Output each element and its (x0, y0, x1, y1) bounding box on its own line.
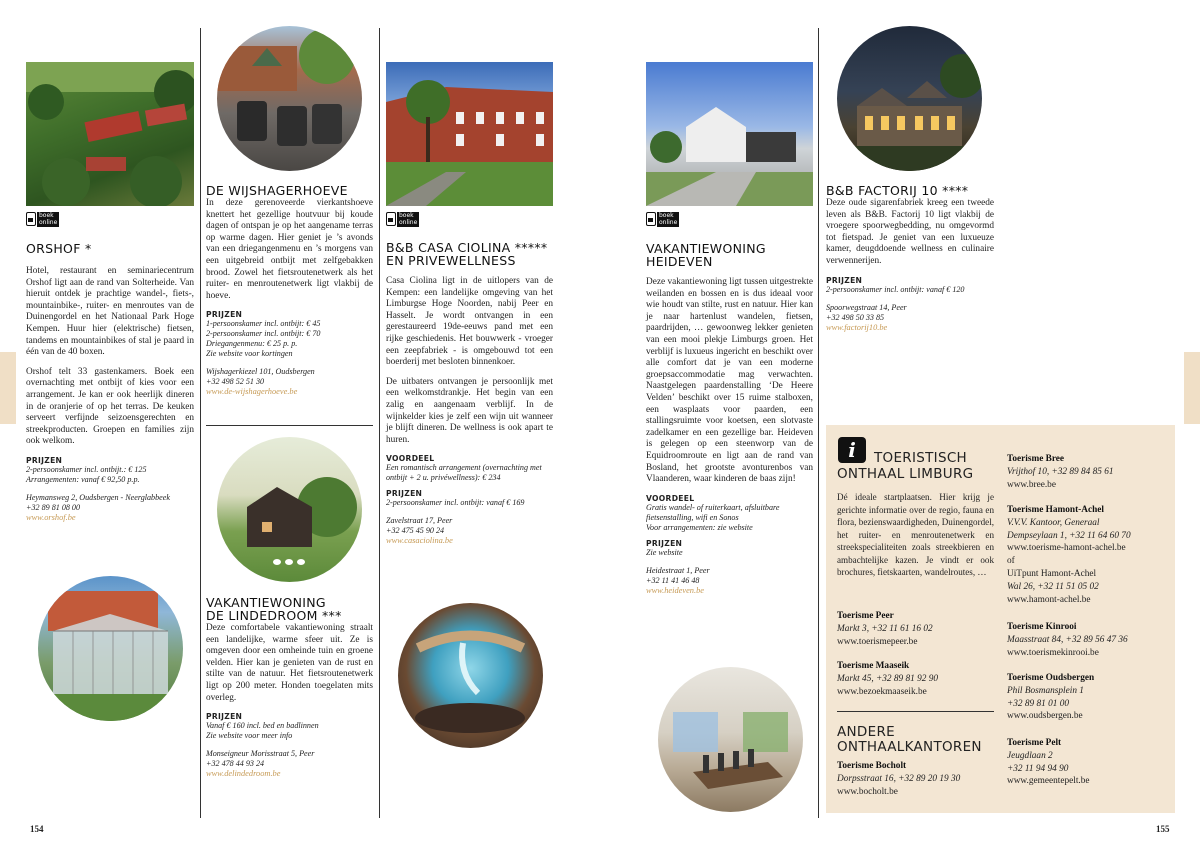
book-online-badge[interactable]: boek online (646, 212, 679, 227)
prices-label: PRIJZEN (826, 275, 863, 285)
phone: +32 11 41 46 48 (646, 575, 700, 585)
factorij-title: B&B FACTORIJ 10 **** (826, 183, 969, 198)
prices-label: PRIJZEN (206, 712, 243, 722)
voordeel-text: Een romantisch arrangement (overnachting met ontbijt + 2 u. privéwellness): € 234 (386, 463, 542, 483)
address: Heymansweg 2, Oudsbergen - Neerglabbeek (26, 492, 170, 502)
office-hamont-achel: Toerisme Hamont-Achel V.V.V. Kantoor, Generaal Dempseylaan 1, +32 11 64 60 70 www.toerisme-hamont-achel.be of UiTpunt Hamont-Achel Wal 26, +32 11 51 05 02 www.hamont-achel.be (1007, 504, 1172, 606)
website-link[interactable]: www.factorij10.be (826, 322, 888, 332)
website-link[interactable]: www.gemeentepelt.be (1007, 776, 1090, 787)
website-link[interactable]: www.bree.be (1007, 479, 1056, 490)
address: Wijshagerkiezel 101, Oudsbergen (206, 367, 315, 377)
tourist-info-box (826, 425, 1175, 813)
lindedroom-photo (217, 437, 362, 582)
phone: +32 478 44 93 24 (206, 759, 265, 769)
book-online-badge[interactable]: boek online (26, 212, 59, 227)
price-line: Driegangenmenu: € 25 p. p. (206, 339, 298, 349)
casaciolina-title: B&B CASA CIOLINA ***** EN PRIVEWELLNESS (386, 240, 548, 268)
page-edge-tab-left (0, 352, 16, 424)
website-link[interactable]: www.oudsbergen.be (1007, 711, 1083, 722)
section-divider (206, 425, 373, 426)
price-line: 2-persoonskamer incl. ontbijt: vanaf € 120 (826, 284, 965, 294)
price-line: 2-persoonskamer incl. ontbijt: vanaf € 169 (386, 498, 525, 508)
book-online-badge[interactable]: boek online (386, 212, 419, 227)
casaciolina-text (386, 276, 553, 545)
voordeel-label: VOORDEEL (386, 454, 435, 464)
column-divider (200, 28, 201, 818)
office-kinrooi: Toerisme Kinrooi Maasstraat 84, +32 89 56 47 36 www.toerismekinrooi.be (1007, 621, 1172, 659)
casaciolina-paragraph: Casa Ciolina ligt in de uitlopers van de Kempen: een landelijke omgeving van het Limburgse Hoge Noorden, nabij Peer en Hasselt. Je wordt ontvangen in een gerestaureerd 19de-eeuws pand met een rijke geschiedenis. Het bouwwerk - vroeger een zeepfabriek - is omgebouwd tot een boerderij met besloten binnenkoer. (386, 276, 553, 368)
lindedroom-text (206, 623, 373, 778)
page-edge-tab-right (1184, 352, 1200, 424)
website-link[interactable]: www.casaciolina.be (386, 536, 453, 546)
wijshagerhoeve-title: DE WIJSHAGERHOEVE (206, 183, 348, 198)
website-link[interactable]: www.toerismekinrooi.be (1007, 647, 1099, 658)
heideven-text (646, 277, 813, 595)
andere-title: ANDERE ONTHAALKANTOREN (837, 724, 982, 755)
phone: +32 475 45 90 24 (386, 526, 445, 536)
phone: +32 498 52 51 30 (206, 377, 265, 387)
lindedroom-paragraph: Deze comfortabele vakantiewoning straalt een landelijke, warme sfeer uit. Ze is omgeven door een omheinde tuin en groene velden. Hier kan je genieten van de rust en stilte van de natuur. Het fietsroutenetwerk ligt op 200 meter. Honden toegelaten mits overleg. (206, 623, 373, 703)
website-link[interactable]: www.bezoekmaaseik.be (837, 686, 927, 697)
voordeel-text: Gratis wandel- of ruiterkaart, afsluitbare fietsenstalling, wifi en Sonos (646, 502, 780, 522)
orshof-paragraph: Hotel, restaurant en seminariecentrum Orshof ligt aan de rand van Solterheide. Van hieruit ontdek je prachtige wandel-, fiets-, mountainbike-, ruiter- en menroutes van de Duinengordel en het Nationaal Park Hoge Kempen. Huur hier (elektrische) fietsen, tandems en mountainbikes of stal je paard in één van de 40 boxen. (26, 266, 194, 358)
price-line: Zie website (646, 547, 683, 557)
office-maaseik: Toerisme Maaseik Markt 45, +32 89 81 92 90 www.bezoekmaaseik.be (837, 660, 997, 698)
orshof-photo (26, 62, 194, 206)
price-line: Vanaf € 160 incl. bed en badlinnen (206, 721, 319, 731)
orshof-text (26, 266, 194, 522)
address: Zavelstraat 17, Peer (386, 516, 453, 526)
website-link[interactable]: www.orshof.be (26, 512, 76, 522)
voordeel-text: Voor arrangementen: zie website (646, 522, 753, 532)
lindedroom-title: VAKANTIEWONING DE LINDEDROOM *** (206, 595, 342, 623)
price-line: 2-persoonskamer incl. ontbijt: € 70 (206, 329, 321, 339)
page-number-left: 154 (30, 824, 44, 834)
office-peer: Toerisme Peer Markt 3, +32 11 61 16 02 www.toerismepeer.be (837, 610, 997, 648)
office-bree: Toerisme Bree Vrijthof 10, +32 89 84 85 61 www.bree.be (1007, 453, 1172, 491)
heideven-title: VAKANTIEWONING HEIDEVEN (646, 241, 766, 269)
factorij-paragraph: Deze oude sigarenfabriek kreeg een tweede leven als B&B. Factorij 10 ligt vlakbij de vroegere spoorwegbedding, nu omgevormd tot fietspad. Je geniet van een luxueuze kamer, deugddoende wellness en culinaire verwennerijen. (826, 198, 994, 266)
page-number-right: 155 (1156, 824, 1170, 834)
wijshagerhoeve-text (206, 198, 373, 396)
casaciolina-photo (386, 62, 553, 206)
info-intro: Dé ideale startplaatsen. Hier krijg je gerichte informatie over de regio, fauna en flora, bezienswaardigheden, Duinengordel, het ruiter- en menroutenetwerk en streekspecialiteiten zoals streekbieren en ambachtelijke kazen. Je vindt er ook brochures, fietskaarten, wandelroutes, … (837, 492, 994, 577)
bed-icon (26, 212, 36, 226)
info-icon: i (838, 437, 866, 463)
heideven-photo (646, 62, 813, 206)
prices-label: PRIJZEN (206, 310, 243, 320)
website-link[interactable]: www.heideven.be (646, 585, 704, 595)
address: Heidestraat 1, Peer (646, 565, 710, 575)
factorij-photo (837, 26, 982, 171)
address: Spoorwegstraat 14, Peer (826, 302, 907, 312)
wijshagerhoeve-paragraph: In deze gerenoveerde vierkantshoeve knettert het gezellige houtvuur bij koude dagen of ontspan je op het aangename terras op warme dagen. Hier geniet je ’s avonds van een driegangenmenu en ’s morgens van een uitgebreid ontbijt met zelfgebakken brood. Zowel het fietsroutenetwerk als het ruiter- en menroutenetwerk ligt vlakbij de hoeve. (206, 198, 373, 301)
orshof-orangerie-photo (38, 576, 183, 721)
info-divider (837, 711, 994, 712)
price-line: 1-persoonskamer incl. ontbijt: € 45 (206, 319, 321, 329)
price-line: Arrangementen: vanaf € 92,50 p.p. (26, 474, 140, 484)
factorij-text (826, 198, 994, 332)
price-line: Zie website voor meer info (206, 731, 293, 741)
price-line: 2-persoonskamer incl. ontbijt.: € 125 (26, 464, 147, 474)
phone: +32 89 81 08 00 (26, 502, 81, 512)
website-link[interactable]: www.toerisme-hamont-achel.be (1007, 543, 1126, 554)
info-title: ONTHAAL LIMBURG (837, 466, 974, 482)
prices-label: PRIJZEN (386, 489, 423, 499)
website-link[interactable]: www.de-wijshagerhoeve.be (206, 387, 298, 397)
website-link[interactable]: www.hamont-achel.be (1007, 594, 1091, 605)
orshof-title: ORSHOF * (26, 241, 92, 256)
heideven-interior-photo (658, 667, 803, 812)
office-pelt: Toerisme Pelt Jeugdlaan 2 +32 11 94 94 90 www.gemeentepelt.be (1007, 737, 1172, 788)
voordeel-label: VOORDEEL (646, 493, 695, 503)
casaciolina-wellness-photo (398, 603, 543, 748)
address: Monseigneur Morisstraat 5, Peer (206, 749, 315, 759)
bed-icon (386, 212, 396, 226)
column-divider (818, 28, 819, 818)
wijshagerhoeve-photo (217, 26, 362, 171)
orshof-paragraph: Orshof telt 33 gastenkamers. Boek een overnachting met ontbijt of kies voor een arrangement. Je kan er ook heerlijk dineren in de oranjerie of op het terras. De keuken serveert verfijnde seizoensgerechten en streekproducten. Groepen en families zijn ook welkom. (26, 366, 194, 447)
office-oudsbergen: Toerisme Oudsbergen Phil Bosmansplein 1 +32 89 81 01 00 www.oudsbergen.be (1007, 672, 1172, 723)
website-link[interactable]: www.toerismepeer.be (837, 636, 918, 647)
price-line: Zie website voor kortingen (206, 349, 293, 359)
heideven-paragraph: Deze vakantiewoning ligt tussen uitgestrekte weilanden en bossen en is dus ideaal voor wie houdt van stilte, rust en natuur. Hier kan je naar hartenlust wandelen, fietsen, paardrijden, … gewoonweg lekker genieten van een mooi plekje Limburgs groen. Het verblijf is luxueus ingericht en beschikt over alle comfort dat je van een moderne groepsaccommodatie mag verwachten. Naastgelegen paardenstalling ‘De Heere Velden’ beschikt over 15 ruime stalboxen, een wasplaats voor paarden, een stallingsruimte voor koetsen, een slotvaste zadelkamer en een gezellige bar. Heideven is gelegen op een steenworp van de Equidroomroute en ligt aan de rand van Bosland, het grootste avonturenbos van Vlaanderen, waar kinderen de baas zijn! (646, 277, 813, 485)
prices-label: PRIJZEN (26, 455, 63, 465)
phone: +32 498 50 33 85 (826, 312, 885, 322)
prices-label: PRIJZEN (646, 538, 683, 548)
info-title: TOERISTISCH (874, 450, 968, 466)
office-bocholt: Toerisme Bocholt Dorpsstraat 16, +32 89 20 19 30 www.bocholt.be (837, 760, 997, 798)
casaciolina-paragraph: De uitbaters ontvangen je persoonlijk met een welkomstdrankje. Het begin van een zalig en aangenaam verblijf. In de wijnkelder kies je zelf een wijn uit wanneer je blijft dineren. De wellness is ook apart te huren. (386, 376, 553, 445)
bed-icon (646, 212, 656, 226)
website-link[interactable]: www.bocholt.be (837, 786, 898, 797)
website-link[interactable]: www.delindedroom.be (206, 769, 281, 779)
column-divider (379, 28, 380, 818)
